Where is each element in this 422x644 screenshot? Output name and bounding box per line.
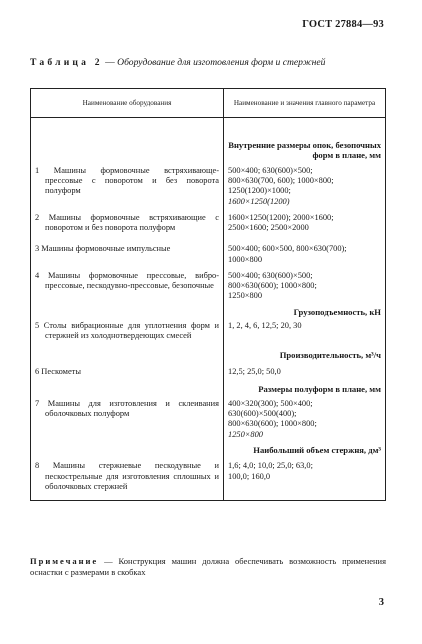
parameter-value: 1600×1250(1200); 2000×1600; xyxy=(228,212,334,222)
parameter-value: 500×400; 630(600)×500; xyxy=(228,165,313,175)
document-code: ГОСТ 27884—93 xyxy=(302,19,384,30)
parameter-values xyxy=(228,244,381,265)
parameter-value: 800×630(700, 600); 1000×800; xyxy=(228,176,334,186)
parameter-values xyxy=(228,321,381,331)
parameter-value: 1250×800 xyxy=(228,291,263,301)
note-label: Примечание xyxy=(30,556,99,566)
table-row xyxy=(31,207,386,234)
parameter-value: 500×400; 630(600)×500; xyxy=(228,270,313,280)
param-heading-core-volume: Наибольший объем стержня, дм³ xyxy=(253,444,381,455)
table-caption-dash: — xyxy=(102,57,118,68)
equipment-name: 7 Машины для изготовления и склеивания оболочковых полуформ xyxy=(35,398,219,419)
table-row xyxy=(31,455,386,500)
table-row xyxy=(31,342,386,360)
param-heading-inner-size: Внутренние размеры опок, безопочных форм в плане, мм xyxy=(228,140,381,161)
table-row xyxy=(31,118,386,161)
equipment-name: 4 Машины формовочные прессовые, вибро-прессовые, пескодувно-прессовые, безопочные xyxy=(35,270,219,291)
table-note xyxy=(30,556,386,578)
parameter-value: 12,5; 25,0; 50,0 xyxy=(228,367,281,377)
table-row xyxy=(31,233,386,265)
table-row xyxy=(31,317,386,342)
table-caption-label: Таблица 2 xyxy=(30,57,103,68)
parameter-values xyxy=(228,367,381,377)
parameter-value: 1000×800 xyxy=(228,254,263,264)
table-header-row xyxy=(31,89,386,118)
parameter-values xyxy=(228,166,381,207)
column-header-equipment: Наименование оборудования xyxy=(31,89,224,118)
equipment-table xyxy=(30,88,386,501)
table-caption-title: Оборудование для изготовления форм и стержней xyxy=(117,57,326,68)
parameter-value: 1,6; 4,0; 10,0; 25,0; 63,0; xyxy=(228,461,313,471)
parameter-values xyxy=(228,213,381,234)
page-number: 3 xyxy=(378,597,384,608)
parameter-value: 2500×1600; 2500×2000 xyxy=(228,223,309,233)
table-row xyxy=(31,395,386,440)
parameter-value: 1250×800 xyxy=(228,429,263,439)
equipment-name: 6 Пескометы xyxy=(35,367,81,377)
table-row xyxy=(31,161,386,207)
parameter-value: 1, 2, 4, 6, 12,5; 20, 30 xyxy=(228,321,302,331)
equipment-name: 5 Столы вибрационные для уплотнения форм и стержней из холоднотвердеющих смесей xyxy=(35,321,219,341)
parameter-values xyxy=(228,461,381,482)
parameter-value: 1600×1250(1200) xyxy=(228,196,290,206)
param-heading-productivity: Производительность, м³/ч xyxy=(279,349,381,360)
table-row xyxy=(31,377,386,394)
table-row xyxy=(31,302,386,317)
table-caption xyxy=(30,57,400,68)
table-row xyxy=(31,440,386,455)
column-header-parameter: Наименование и значения главного параметра xyxy=(224,89,386,118)
equipment-name: 8 Машины стержневые пескодувные и пескострельные для изготовления сплошных и оболочковых стержней xyxy=(35,461,219,491)
table-row xyxy=(31,360,386,377)
parameter-value: 630(600)×500(400); xyxy=(228,409,297,419)
parameter-value: 500×400; 600×500, 800×630(700); xyxy=(228,244,347,254)
equipment-name: 1 Машины формовочные встряхивающе-прессовые с поворотом и без поворота полуформ xyxy=(35,165,219,196)
parameter-value: 800×630(600); 1000×800; xyxy=(228,281,317,291)
param-heading-load: Грузоподъемность, кН xyxy=(293,306,381,317)
equipment-name: 3 Машины формовочные импульсные xyxy=(35,244,171,254)
parameter-value: 100,0; 160,0 xyxy=(228,471,271,481)
parameter-values xyxy=(228,271,381,302)
table-row xyxy=(31,265,386,302)
parameter-value: 1250(1200)×1000; xyxy=(228,186,291,196)
param-heading-halfform-size: Размеры полуформ в плане, мм xyxy=(258,384,381,395)
note-text: — Конструкция машин должна обеспечивать возможность применения оснастки с размерами в скобках xyxy=(30,556,386,578)
parameter-value: 400×320(300); 500×400; xyxy=(228,398,313,408)
parameter-value: 800×630(600); 1000×800; xyxy=(228,419,317,429)
equipment-name: 2 Машины формовочные встряхивающие с поворотом и без поворота полуформ xyxy=(35,212,219,233)
parameter-values xyxy=(228,399,381,440)
